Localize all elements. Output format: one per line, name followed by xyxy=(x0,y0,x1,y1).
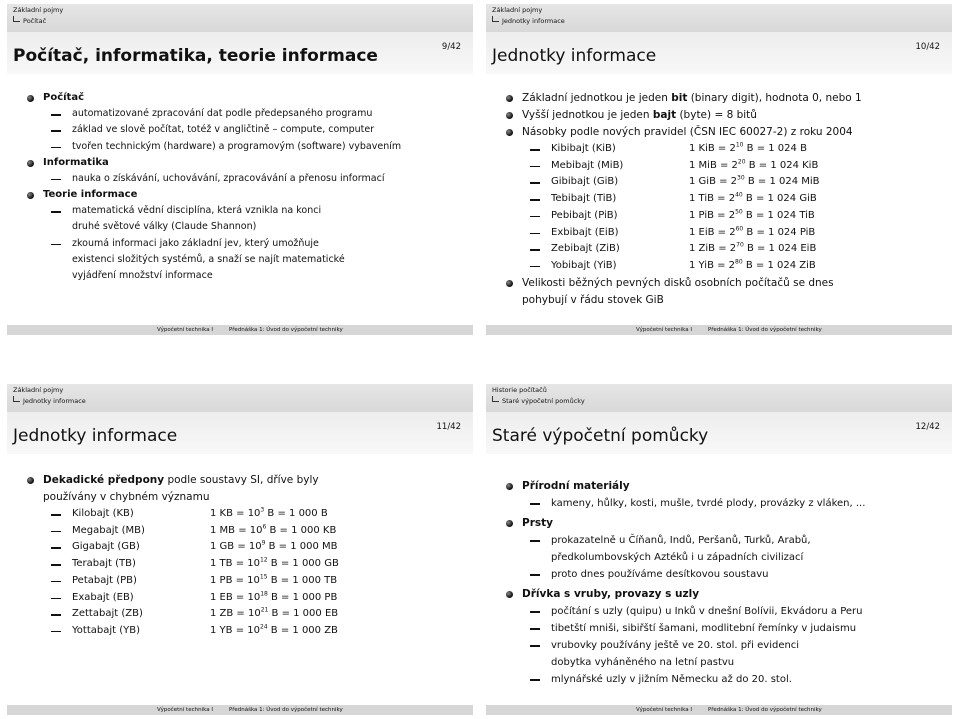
unit-value xyxy=(210,623,338,640)
unit-value-exponent: 60 xyxy=(735,225,744,233)
sub-item-text: vrubovky používány ještě ve 20. stol. při evidenci dobytka vyháněného na letní pastvu xyxy=(551,640,800,668)
unit-name: Yobibajt (YiB) xyxy=(551,259,617,271)
breadcrumb xyxy=(486,4,952,32)
unit-name: Zebibajt (ZiB) xyxy=(551,243,620,255)
slide-content xyxy=(25,472,465,640)
ball-bullet-icon xyxy=(506,95,513,102)
breadcrumb-section: Historie počítačů xyxy=(492,386,547,394)
sub-item xyxy=(25,203,332,236)
slide-content xyxy=(25,90,465,285)
unit-name: Gigabajt (GB) xyxy=(72,541,140,553)
unit-value xyxy=(689,258,816,275)
dash-bullet-icon xyxy=(51,130,61,132)
dash-bullet-icon xyxy=(51,598,61,600)
sub-item-text: počítání s uzly (quipu) u Inků v dnešní Bolívii, Ekvádoru a Peru xyxy=(551,606,863,617)
unit-value-exponent: 80 xyxy=(735,258,743,266)
unit-name: Petabajt (PB) xyxy=(72,574,137,586)
unit-value-result: B = 1 000 MB xyxy=(265,541,338,553)
slide-title: Počítač, informatika, teorie informace xyxy=(13,46,378,66)
bullet-text: Násobky podle nových pravidel (ČSN IEC 60027-2) z roku 2004 xyxy=(522,126,853,138)
dash-bullet-icon xyxy=(51,244,61,246)
sub-item xyxy=(504,603,944,620)
slide-jednotky-binarni xyxy=(486,4,952,335)
unit-value-exponent: 9 xyxy=(261,540,266,548)
unit-value-base: 1 TiB = 2 xyxy=(689,193,736,205)
unit-value-base: 1 MB = 10 xyxy=(210,524,263,536)
slide-stare-pomucky xyxy=(486,384,952,715)
slide-footer xyxy=(7,705,473,715)
dash-bullet-icon xyxy=(51,631,61,633)
footer-lecture: Přednáška 1: Úvod do výpočetní techniky xyxy=(708,707,822,713)
dash-bullet-icon xyxy=(530,628,540,630)
breadcrumb xyxy=(486,384,952,412)
bullet-item xyxy=(504,90,944,107)
ball-bullet-icon xyxy=(27,192,34,199)
bullet-item xyxy=(25,187,465,203)
sub-item-text: tvořen technickým (hardware) a programovým (software) vybavením xyxy=(72,140,402,152)
breadcrumb-subsection-label: Jednotky informace xyxy=(23,397,86,405)
unit-value-base: 1 MiB = 2 xyxy=(689,159,738,171)
slide-title: Jednotky informace xyxy=(13,426,178,446)
unit-value-result: B = 1 000 GB xyxy=(267,558,339,570)
ball-bullet-icon xyxy=(27,95,34,102)
slide-content xyxy=(504,90,944,309)
unit-value-base: 1 ZB = 10 xyxy=(210,608,261,620)
page-number: 10/42 xyxy=(915,42,940,52)
unit-name: Terabajt (TB) xyxy=(72,558,136,570)
unit-name: Pebibajt (PiB) xyxy=(551,209,618,221)
bullet-text: Velikosti běžných pevných disků osobních počítačů se dnes pohybují v řádu stovek GiB xyxy=(522,276,834,306)
unit-value xyxy=(689,141,807,158)
slide-footer xyxy=(486,705,952,715)
unit-row xyxy=(25,573,465,590)
unit-value-result: B = 1 024 B xyxy=(743,143,807,154)
dash-bullet-icon xyxy=(51,179,61,181)
breadcrumb-subsection-label: Počítač xyxy=(23,17,47,25)
bullet-item xyxy=(504,478,944,495)
unit-value-exponent: 3 xyxy=(260,506,265,514)
sub-item-text: tibetští mniši, sibiřští šamani, modlitební řemínky v judaismu xyxy=(551,623,857,634)
unit-value-exponent: 40 xyxy=(735,191,743,199)
unit-value xyxy=(210,539,338,556)
bullet-item xyxy=(25,472,373,506)
sub-item-text: kameny, hůlky, kosti, mušle, tvrdé plody, provázky z vláken, ... xyxy=(551,498,866,509)
bullet-text: (binary digit), hodnota 0, nebo 1 xyxy=(687,92,862,104)
subsection-hook-icon xyxy=(492,16,499,22)
unit-row xyxy=(504,225,944,242)
unit-row xyxy=(504,191,944,208)
unit-value-base: 1 YiB = 2 xyxy=(689,259,736,271)
unit-table xyxy=(504,141,944,275)
sub-item-text: matematická vědní disciplína, která vznikla na konci druhé světové války (Claude Shannon) xyxy=(72,205,322,233)
footer-course: Výpočetní technika I xyxy=(157,327,213,333)
sub-item xyxy=(504,637,841,671)
unit-value-exponent: 30 xyxy=(737,175,745,183)
slide-title: Jednotky informace xyxy=(492,46,657,66)
unit-name: Zettabajt (ZB) xyxy=(72,608,143,620)
dash-bullet-icon xyxy=(51,564,61,566)
unit-value-result: B = 1 000 KB xyxy=(266,524,337,536)
unit-name: Gibibajt (GiB) xyxy=(551,176,619,188)
unit-value-base: 1 YB = 10 xyxy=(210,624,260,636)
breadcrumb xyxy=(7,384,473,412)
bullet-item xyxy=(504,275,852,309)
dash-bullet-icon xyxy=(530,149,540,151)
unit-value-base: 1 GB = 10 xyxy=(210,541,262,553)
unit-value-result: B = 1 000 EB xyxy=(268,608,339,620)
unit-name: Exabajt (EB) xyxy=(72,591,134,603)
dash-bullet-icon xyxy=(530,233,540,235)
slide-footer xyxy=(486,325,952,335)
dash-bullet-icon xyxy=(530,216,540,218)
slide-content xyxy=(504,478,944,688)
page-number: 9/42 xyxy=(441,42,461,52)
bullet-heading: Přírodní materiály xyxy=(522,480,630,492)
sub-item xyxy=(25,171,465,187)
sub-item xyxy=(504,495,944,512)
unit-value-base: 1 GiB = 2 xyxy=(689,176,738,188)
sub-item-text: prokazatelně u Číňanů, Indů, Peršanů, Turků, Arabů, předkolumbovských Aztéků i u západních civilizací xyxy=(551,535,811,563)
page-number: 12/42 xyxy=(915,422,940,432)
ball-bullet-icon xyxy=(506,280,513,287)
subsection-hook-icon xyxy=(492,396,499,402)
unit-value-result: B = 1 000 B xyxy=(264,508,328,519)
sub-item-text: zkoumá informaci jako základní jev, který umožňuje existenci složitých systémů, a snaží se najít matematické vyjádření množství informace xyxy=(72,237,345,282)
bullet-item xyxy=(25,155,465,171)
breadcrumb xyxy=(7,4,473,32)
unit-name: Kibibajt (KiB) xyxy=(551,143,616,154)
unit-value-result: B = 1 024 TiB xyxy=(742,209,815,221)
unit-value-exponent: 50 xyxy=(735,208,743,216)
breadcrumb-subsection-label: Staré výpočetní pomůcky xyxy=(502,397,585,405)
unit-row xyxy=(504,241,944,258)
unit-value-base: 1 PB = 10 xyxy=(210,574,260,586)
dash-bullet-icon xyxy=(530,166,540,168)
ball-bullet-icon xyxy=(506,520,513,527)
unit-name: Yottabajt (YB) xyxy=(72,624,140,636)
breadcrumb-section: Základní pojmy xyxy=(492,6,543,14)
slide-footer xyxy=(7,325,473,335)
unit-table xyxy=(25,506,465,640)
dash-bullet-icon xyxy=(51,547,61,549)
unit-value-base: 1 EB = 10 xyxy=(210,591,261,603)
unit-row xyxy=(25,590,465,607)
bullet-item xyxy=(504,586,944,603)
bullet-heading: Teorie informace xyxy=(43,189,138,201)
unit-value-result: B = 1 000 TB xyxy=(267,574,338,586)
breadcrumb-subsection xyxy=(13,396,86,405)
ball-bullet-icon xyxy=(506,112,513,119)
dash-bullet-icon xyxy=(51,147,61,149)
unit-value-base: 1 KiB = 2 xyxy=(689,143,736,154)
bullet-heading: Prsty xyxy=(522,517,553,529)
slide-pocitac xyxy=(7,4,473,335)
unit-row xyxy=(25,523,465,540)
dash-bullet-icon xyxy=(530,249,540,251)
bullet-heading: Počítač xyxy=(43,92,85,103)
dash-bullet-icon xyxy=(530,679,540,681)
unit-value-exponent: 70 xyxy=(736,241,744,249)
bullet-heading: Informatika xyxy=(43,156,109,168)
unit-value-result: B = 1 024 MiB xyxy=(744,176,820,188)
unit-name: Tebibajt (TiB) xyxy=(551,193,617,205)
breadcrumb-section: Základní pojmy xyxy=(13,386,64,394)
sub-item-text: základ ve slově počítat, totéž v angličtině – compute, computer xyxy=(72,124,375,136)
unit-value-exponent: 18 xyxy=(260,590,268,598)
unit-value xyxy=(210,556,339,573)
sub-item-text: mlynářské uzly v jižním Německu až do 20. stol. xyxy=(551,674,792,685)
dash-bullet-icon xyxy=(530,574,540,576)
dash-bullet-icon xyxy=(530,645,540,647)
unit-value-result: B = 1 024 GiB xyxy=(742,193,817,205)
unit-row xyxy=(25,623,465,640)
unit-name: Exbibajt (EiB) xyxy=(551,226,619,238)
bullet-item xyxy=(504,107,944,124)
unit-value-result: B = 1 024 EiB xyxy=(743,243,817,255)
bullet-heading: Dřívka s vruby, provazy s uzly xyxy=(522,588,700,600)
unit-value-base: 1 ZiB = 2 xyxy=(689,243,737,255)
unit-value-exponent: 15 xyxy=(259,573,268,581)
unit-value-result: B = 1 024 PiB xyxy=(743,226,816,238)
bullet-item xyxy=(504,515,944,532)
unit-row xyxy=(25,606,465,623)
bullet-item xyxy=(25,90,465,106)
breadcrumb-subsection xyxy=(13,16,46,25)
sub-item xyxy=(25,139,465,155)
ball-bullet-icon xyxy=(506,483,513,490)
unit-value-exponent: 12 xyxy=(259,556,268,564)
dash-bullet-icon xyxy=(51,531,61,533)
unit-row xyxy=(504,141,944,158)
sub-item-text: proto dnes používáme desítkovou soustavu xyxy=(551,569,769,580)
unit-value-exponent: 24 xyxy=(259,623,268,631)
unit-value xyxy=(689,241,816,258)
sub-item xyxy=(504,566,944,583)
unit-row xyxy=(504,158,944,175)
footer-lecture: Přednáška 1: Úvod do výpočetní techniky xyxy=(708,327,822,333)
unit-value-result: B = 1 000 PB xyxy=(267,591,338,603)
bullet-bold: bit xyxy=(671,92,688,104)
breadcrumb-subsection-label: Jednotky informace xyxy=(502,17,565,25)
dash-bullet-icon xyxy=(51,114,61,116)
unit-value xyxy=(210,523,336,540)
unit-value-exponent: 21 xyxy=(260,606,269,614)
unit-value-base: 1 EiB = 2 xyxy=(689,226,736,238)
ball-bullet-icon xyxy=(506,591,513,598)
slide-title: Staré výpočetní pomůcky xyxy=(492,426,709,446)
unit-value-base: 1 KB = 10 xyxy=(210,508,261,519)
footer-course: Výpočetní technika I xyxy=(636,707,692,713)
subsection-hook-icon xyxy=(13,16,20,22)
unit-value-exponent: 6 xyxy=(262,523,267,531)
unit-value xyxy=(210,506,328,523)
sub-item xyxy=(504,671,944,688)
footer-lecture: Přednáška 1: Úvod do výpočetní techniky xyxy=(229,707,343,713)
subsection-hook-icon xyxy=(13,396,20,402)
title-bar xyxy=(486,412,952,454)
dash-bullet-icon xyxy=(530,199,540,201)
unit-row xyxy=(25,539,465,556)
footer-course: Výpočetní technika I xyxy=(636,327,692,333)
dash-bullet-icon xyxy=(530,611,540,613)
title-bar xyxy=(7,32,473,74)
unit-value-result: B = 1 024 ZiB xyxy=(742,259,816,271)
unit-value xyxy=(689,225,815,242)
unit-row xyxy=(25,556,465,573)
bullet-text: Vyšší jednotkou je jeden xyxy=(522,109,653,121)
sub-item-text: nauka o získávání, uchovávání, zpracovávání a přenosu informací xyxy=(72,172,385,184)
footer-lecture: Přednáška 1: Úvod do výpočetní techniky xyxy=(229,327,343,333)
unit-row xyxy=(504,208,944,225)
title-bar xyxy=(7,412,473,454)
bullet-text: Základní jednotkou je jeden xyxy=(522,92,672,104)
unit-name: Kilobajt (KB) xyxy=(72,508,134,519)
unit-value-exponent: 20 xyxy=(737,158,746,166)
unit-value xyxy=(689,208,815,225)
footer-course: Výpočetní technika I xyxy=(157,707,213,713)
unit-value-exponent: 10 xyxy=(735,141,744,149)
sub-item xyxy=(504,532,841,566)
ball-bullet-icon xyxy=(506,129,513,136)
unit-row xyxy=(504,174,944,191)
slide-jednotky-dekadicke xyxy=(7,384,473,715)
unit-value-base: 1 TB = 10 xyxy=(210,558,260,570)
bullet-text: (byte) = 8 bitů xyxy=(676,109,757,121)
ball-bullet-icon xyxy=(27,477,34,484)
sub-item xyxy=(25,236,362,285)
page-number: 11/42 xyxy=(436,422,461,432)
bullet-bold: bajt xyxy=(652,109,677,121)
breadcrumb-section: Základní pojmy xyxy=(13,6,64,14)
breadcrumb-subsection xyxy=(492,396,585,405)
unit-value-base: 1 PiB = 2 xyxy=(689,209,736,221)
sub-item xyxy=(504,620,944,637)
unit-value xyxy=(689,191,817,208)
title-bar xyxy=(486,32,952,74)
unit-value xyxy=(210,573,337,590)
dash-bullet-icon xyxy=(530,182,540,184)
unit-value xyxy=(689,158,818,175)
dash-bullet-icon xyxy=(530,503,540,505)
sub-item xyxy=(25,122,465,138)
sub-item xyxy=(25,106,465,122)
dash-bullet-icon xyxy=(51,211,61,213)
unit-row xyxy=(504,258,944,275)
bullet-item xyxy=(504,124,944,141)
unit-value-result: B = 1 024 KiB xyxy=(745,159,819,171)
bullet-bold: Dekadické předpony xyxy=(43,474,165,486)
sub-item-text: automatizované zpracování dat podle předepsaného programu xyxy=(72,108,373,119)
ball-bullet-icon xyxy=(27,160,34,167)
dash-bullet-icon xyxy=(530,540,540,542)
unit-value-result: B = 1 000 ZB xyxy=(267,624,338,636)
dash-bullet-icon xyxy=(51,614,61,616)
bullet-text: podle soustavy SI, dříve byly používány v chybném významu xyxy=(43,474,319,503)
breadcrumb-subsection xyxy=(492,16,565,25)
dash-bullet-icon xyxy=(51,514,61,516)
dash-bullet-icon xyxy=(51,581,61,583)
unit-value xyxy=(689,174,820,191)
unit-row xyxy=(25,506,465,523)
unit-value xyxy=(210,606,338,623)
unit-name: Megabajt (MB) xyxy=(72,524,145,536)
unit-name: Mebibajt (MiB) xyxy=(551,159,624,171)
dash-bullet-icon xyxy=(530,266,540,268)
unit-value xyxy=(210,590,337,607)
